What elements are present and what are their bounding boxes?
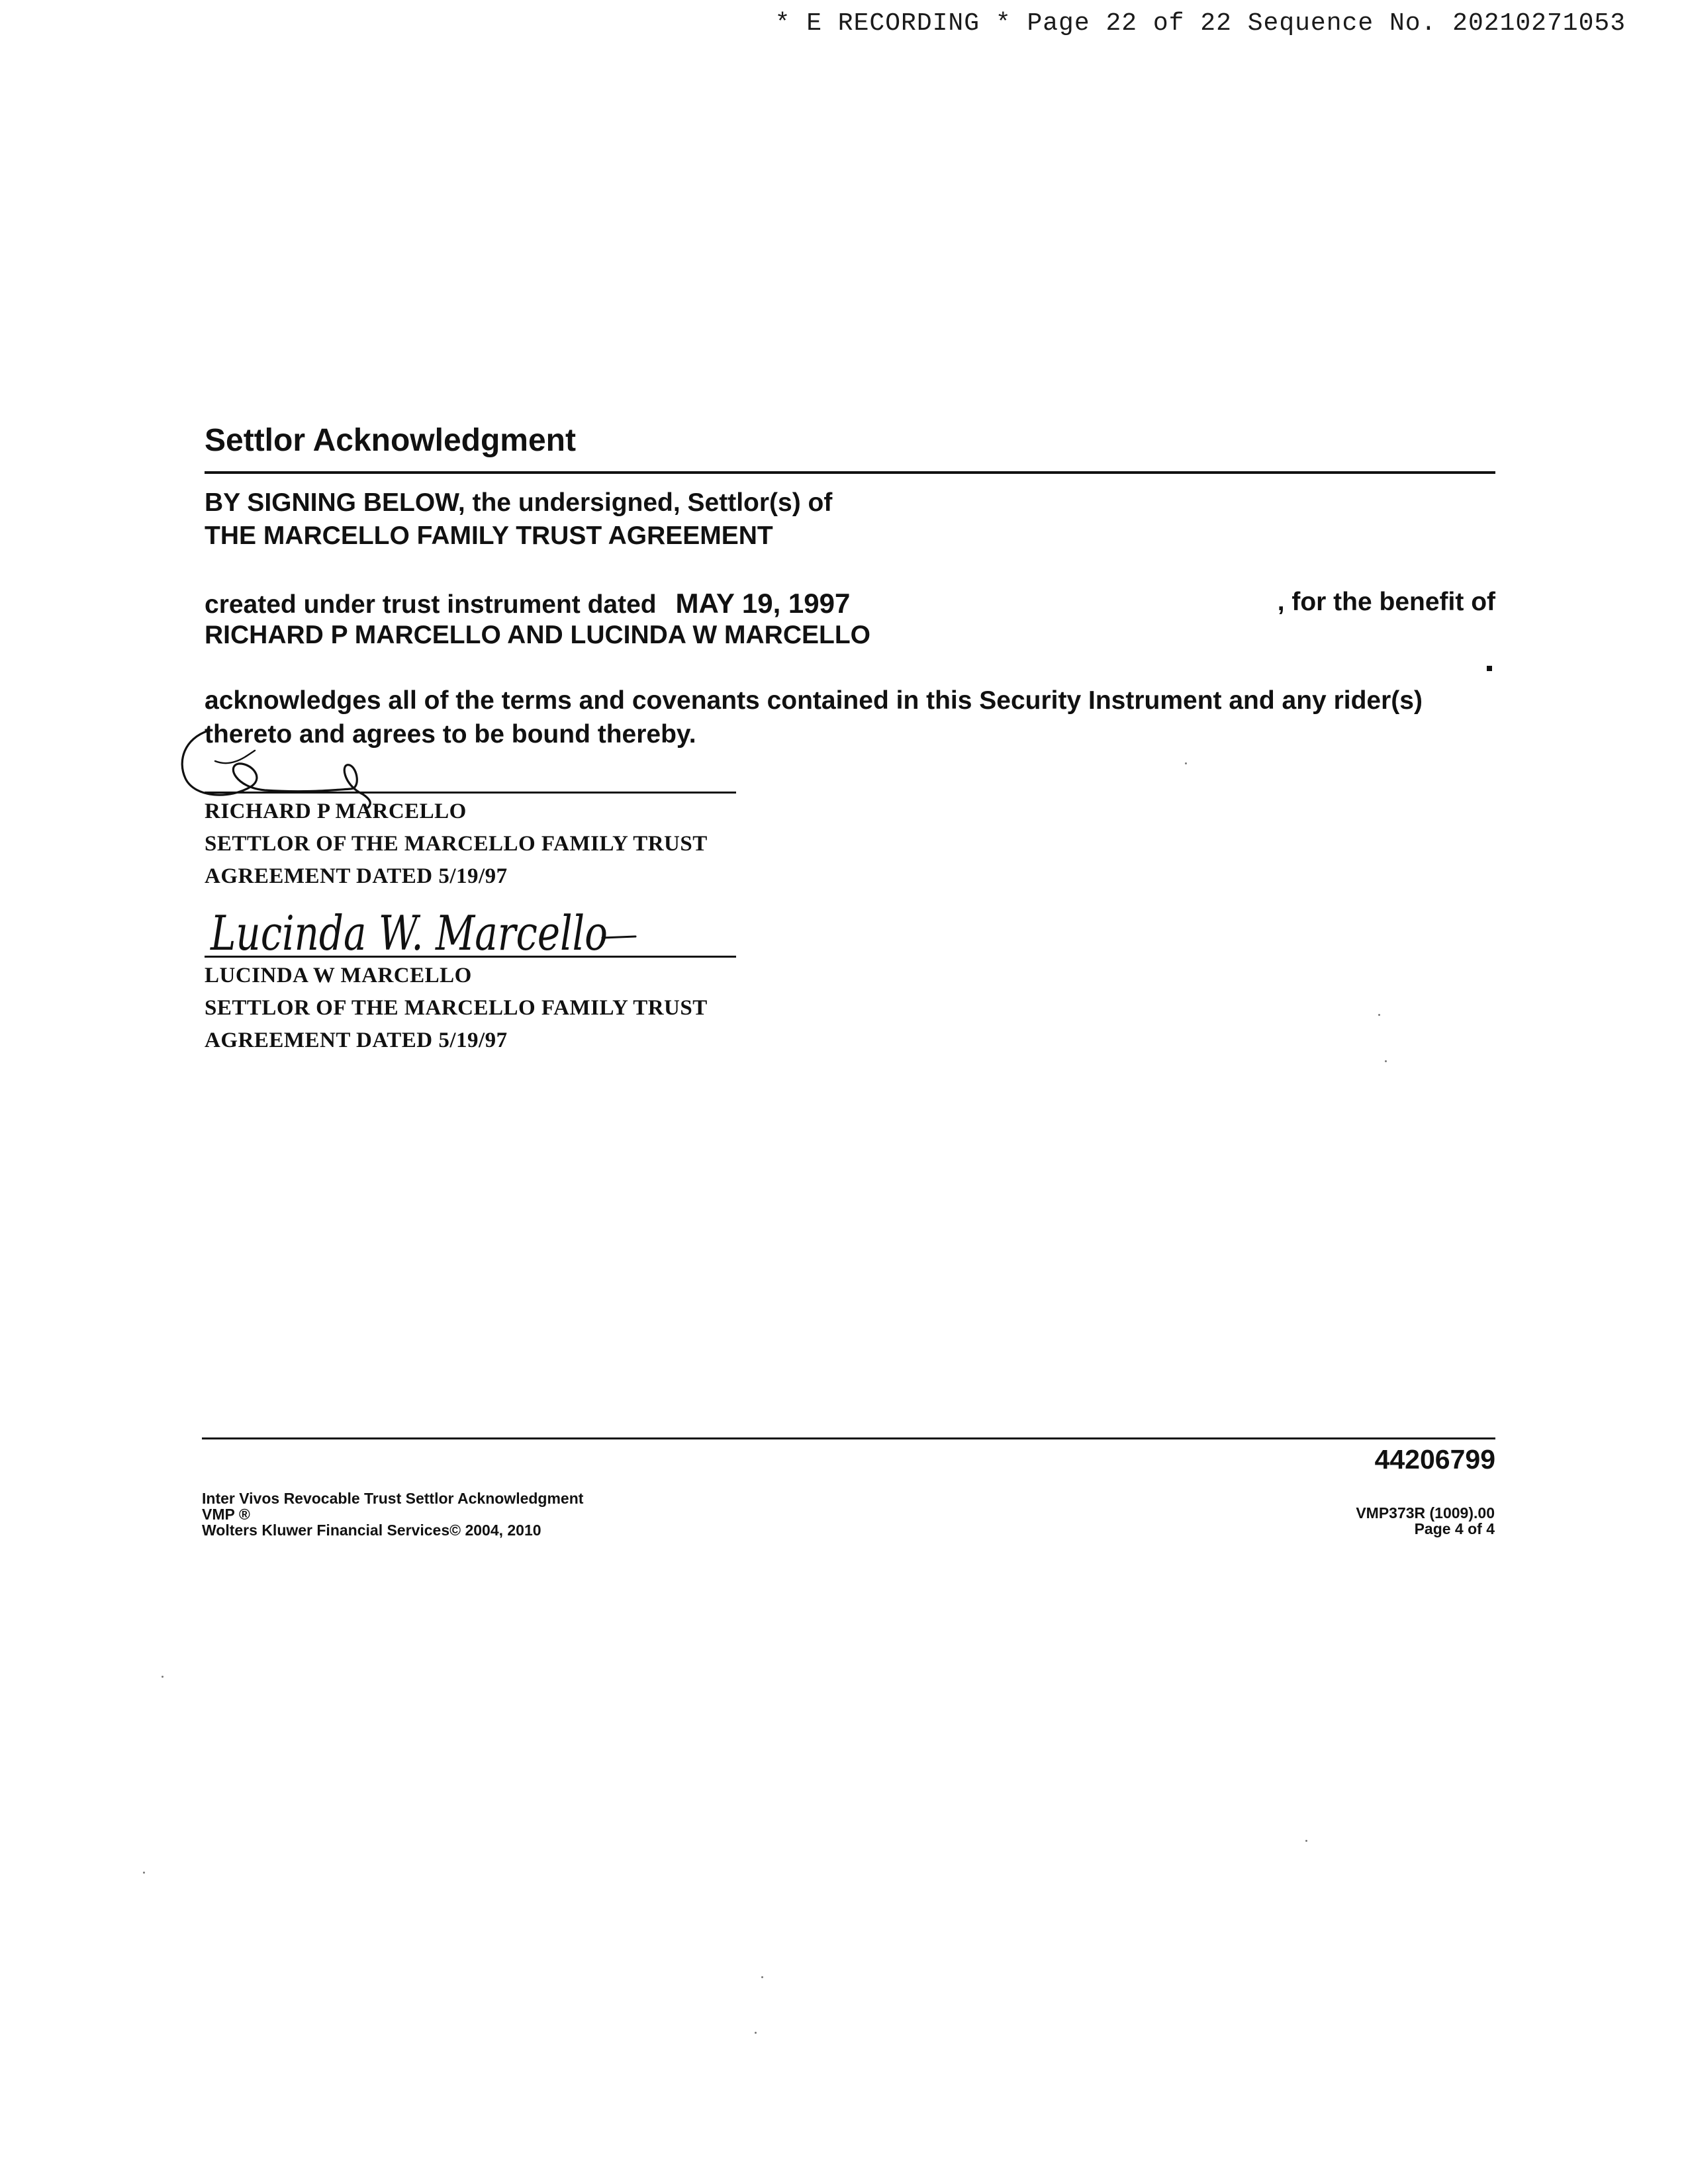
scan-speck bbox=[143, 1872, 145, 1874]
signer-role-2: SETTLOR OF THE MARCELLO FAMILY TRUST bbox=[205, 996, 708, 1020]
title-divider bbox=[205, 471, 1495, 474]
scan-speck bbox=[1305, 1840, 1307, 1842]
page-label: Page 4 of 4 bbox=[1414, 1520, 1495, 1537]
trust-name: THE MARCELLO FAMILY TRUST AGREEMENT bbox=[205, 522, 773, 550]
scan-speck bbox=[1385, 1060, 1387, 1062]
page-title: Settlor Acknowledgment bbox=[205, 423, 576, 458]
form-info bbox=[202, 1490, 583, 1538]
signature-richard bbox=[172, 721, 437, 811]
signer-date-2: AGREEMENT DATED 5/19/97 bbox=[205, 1028, 508, 1052]
signer-name-2: LUCINDA W MARCELLO bbox=[205, 964, 472, 987]
benefit-text: , for the benefit of bbox=[1277, 588, 1495, 616]
copyright: Wolters Kluwer Financial Services© 2004, 2010 bbox=[202, 1522, 541, 1539]
scan-speck bbox=[1378, 1014, 1380, 1016]
signer-date-1: AGREEMENT DATED 5/19/97 bbox=[205, 864, 508, 888]
scan-speck bbox=[1185, 762, 1187, 764]
recording-stamp: * E RECORDING * Page 22 of 22 Sequence No. 20210271053 bbox=[774, 9, 1626, 38]
acknowledgment-line-2: thereto and agrees to be bound thereby. bbox=[205, 720, 696, 749]
form-code: VMP373R (1009).00 bbox=[1356, 1504, 1495, 1522]
signature-line-1 bbox=[205, 792, 736, 794]
intro-line: BY SIGNING BELOW, the undersigned, Settlor(s) of bbox=[205, 488, 833, 517]
stray-mark bbox=[1487, 666, 1492, 671]
signer-name-1: RICHARD P MARCELLO bbox=[205, 799, 467, 823]
svg-text:Lucinda W. Marcello: Lucinda W. Marcello bbox=[209, 905, 608, 961]
form-code-block bbox=[1356, 1505, 1495, 1537]
signature-line-2 bbox=[205, 956, 736, 958]
acknowledgment-line: acknowledges all of the terms and covenants contained in this Security Instrument and any rider(s) bbox=[205, 686, 1423, 715]
footer-divider bbox=[202, 1437, 1495, 1439]
scan-speck bbox=[761, 1976, 763, 1978]
scan-speck bbox=[755, 2032, 757, 2034]
created-line bbox=[205, 588, 850, 619]
signer-role-1: SETTLOR OF THE MARCELLO FAMILY TRUST bbox=[205, 832, 708, 856]
beneficiaries: RICHARD P MARCELLO AND LUCINDA W MARCELLO bbox=[205, 621, 870, 649]
scan-speck bbox=[162, 1676, 164, 1678]
loan-number: 44206799 bbox=[1374, 1444, 1495, 1475]
signature-lucinda bbox=[205, 903, 655, 970]
form-title: Inter Vivos Revocable Trust Settlor Acknowledgment bbox=[202, 1490, 584, 1507]
brand-mark: VMP ® bbox=[202, 1506, 250, 1523]
trust-date: MAY 19, 1997 bbox=[675, 588, 851, 619]
created-prefix: created under trust instrument dated bbox=[205, 590, 657, 619]
